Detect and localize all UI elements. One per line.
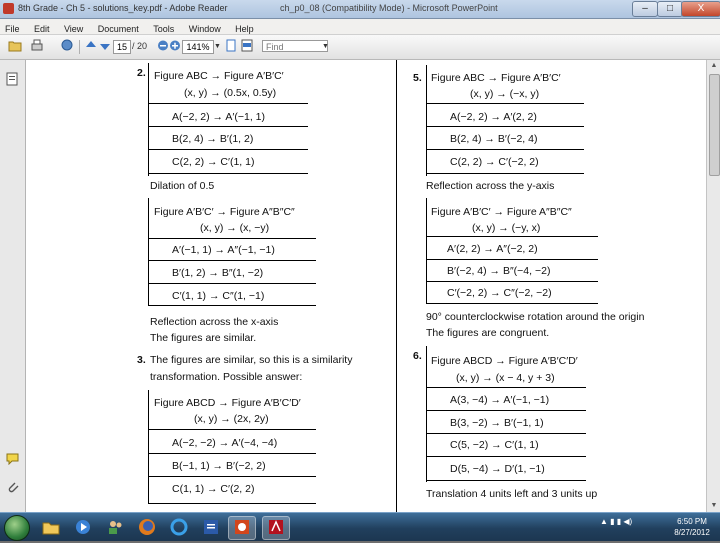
caption: The figures are similar. <box>150 332 257 344</box>
table-header: Figure ABCD → Figure A′B′C′D′ <box>431 355 578 367</box>
table-divider <box>426 410 586 411</box>
table-row: A′(−1, 1) → A″(−1, −1) <box>172 244 275 256</box>
menu-window[interactable]: Window <box>188 24 221 34</box>
menu-edit[interactable]: Edit <box>33 24 50 34</box>
menu-file[interactable]: File <box>5 24 20 34</box>
table-divider <box>426 259 598 260</box>
table-divider <box>148 476 316 477</box>
menu-document[interactable]: Document <box>97 24 139 34</box>
zoom-input[interactable]: 141% <box>182 40 214 54</box>
fit-width-icon[interactable] <box>240 39 254 54</box>
table-row: B(2, 4) → B′(−2, 4) <box>450 133 538 145</box>
table-row: A′(2, 2) → A″(−2, 2) <box>447 243 538 255</box>
table-row: C′(1, 1) → C″(1, −1) <box>172 290 265 302</box>
column-divider <box>396 60 397 512</box>
firefox-icon[interactable] <box>134 516 160 538</box>
table-border <box>148 390 149 504</box>
window-center-title: ch_p0_08 (Compatibility Mode) - Microsoft PowerPoint <box>280 3 498 13</box>
adobe-reader-icon <box>3 3 14 14</box>
menu-bar <box>0 19 720 35</box>
table-divider <box>148 149 308 150</box>
table-divider <box>426 480 586 481</box>
window-title: 8th Grade - Ch 5 - solutions_key.pdf - Adobe Reader <box>18 3 228 13</box>
table-divider <box>426 103 584 104</box>
table-row: B′(−2, 4) → B″(−4, −2) <box>447 265 551 277</box>
zoom-dropdown-icon[interactable]: ▼ <box>214 43 221 50</box>
start-button[interactable] <box>4 515 30 541</box>
minimize-button[interactable]: – <box>632 1 658 17</box>
problem-number-3: 3. <box>137 354 146 366</box>
caption: Dilation of 0.5 <box>150 180 215 192</box>
problem-number-2: 2. <box>137 67 146 79</box>
taskbar-clock[interactable] <box>666 516 718 538</box>
table-border <box>148 63 149 176</box>
table-row: A(−2, −2) → A′(−4, −4) <box>172 437 278 449</box>
comment-icon[interactable] <box>6 452 19 470</box>
print-icon[interactable] <box>30 39 44 54</box>
powerpoint-icon[interactable] <box>228 516 256 540</box>
scrollbar-thumb[interactable] <box>709 74 720 176</box>
clock-time: 6:50 PM <box>677 517 707 526</box>
table-header: Figure A′B′C′ → Figure A″B″C″ <box>431 206 572 218</box>
word-icon[interactable] <box>198 516 224 538</box>
zoom-in-icon[interactable] <box>168 39 182 54</box>
document-page <box>26 60 706 512</box>
vertical-scrollbar[interactable] <box>706 60 720 512</box>
navigation-panel <box>0 60 26 512</box>
table-divider <box>426 126 584 127</box>
table-divider <box>148 429 316 430</box>
table-divider <box>148 305 316 306</box>
media-player-icon[interactable] <box>70 516 96 538</box>
table-header-rule: (x, y) → (x − 4, y + 3) <box>456 372 555 384</box>
menu-view[interactable]: View <box>63 24 84 34</box>
table-divider <box>148 260 316 261</box>
table-header-rule: (x, y) → (0.5x, 0.5y) <box>184 87 277 99</box>
caption: Reflection across the x-axis <box>150 316 279 328</box>
toolbar <box>0 35 720 60</box>
table-divider <box>148 238 316 239</box>
problem-text: transformation. Possible answer: <box>150 371 303 383</box>
pages-panel-icon[interactable] <box>6 72 19 91</box>
clock-date: 8/27/2012 <box>674 528 710 537</box>
caption: Reflection across the y-axis <box>426 180 555 192</box>
adobe-reader-taskbar-icon[interactable] <box>262 516 290 540</box>
table-header-rule: (x, y) → (−x, y) <box>470 88 540 100</box>
table-header: Figure ABC → Figure A′B′C′ <box>431 72 561 84</box>
attachment-icon[interactable] <box>6 480 19 499</box>
windows-explorer-icon[interactable] <box>38 516 64 538</box>
table-row: C(5, −2) → C′(1, 1) <box>450 439 539 451</box>
table-row: A(−2, 2) → A′(2, 2) <box>450 111 537 123</box>
table-row: B(−1, 1) → B′(−2, 2) <box>172 460 266 472</box>
previous-page-icon[interactable] <box>84 39 98 54</box>
table-divider <box>426 387 586 388</box>
table-divider <box>426 173 584 174</box>
table-divider <box>148 283 316 284</box>
table-header: Figure ABC → Figure A′B′C′ <box>154 70 284 82</box>
scroll-up-icon[interactable]: ▲ <box>710 62 718 69</box>
table-divider <box>426 433 586 434</box>
table-row: B′(1, 2) → B″(1, −2) <box>172 267 264 279</box>
table-row: C(2, 2) → C′(−2, 2) <box>450 156 539 168</box>
caption: 90° counterclockwise rotation around the origin <box>426 311 645 323</box>
open-folder-icon[interactable] <box>8 39 22 54</box>
table-divider <box>148 126 308 127</box>
table-header: Figure ABCD → Figure A′B′C′D′ <box>154 397 301 409</box>
table-row: B(2, 4) → B′(1, 2) <box>172 133 254 145</box>
toolbar-separator <box>79 40 80 54</box>
find-input[interactable]: Find <box>262 40 328 52</box>
table-border <box>148 198 149 306</box>
table-border <box>426 198 427 304</box>
next-page-icon[interactable] <box>98 39 112 54</box>
problem-text: The figures are similar, so this is a similarity <box>150 354 353 366</box>
table-divider <box>426 456 586 457</box>
menu-tools[interactable]: Tools <box>153 24 175 34</box>
table-divider <box>426 303 598 304</box>
scroll-down-icon[interactable]: ▼ <box>710 502 718 509</box>
table-row: D(5, −4) → D′(1, −1) <box>450 463 545 475</box>
table-header-rule: (x, y) → (x, −y) <box>200 222 270 234</box>
caption: The figures are congruent. <box>426 327 550 339</box>
table-header-rule: (x, y) → (−y, x) <box>472 222 541 234</box>
maximize-button[interactable]: □ <box>657 1 683 17</box>
table-header-rule: (x, y) → (2x, 2y) <box>194 413 269 425</box>
title-bar <box>0 0 720 19</box>
table-divider <box>148 173 308 174</box>
table-divider <box>148 503 316 504</box>
table-divider <box>426 281 598 282</box>
internet-explorer-icon[interactable] <box>166 516 192 538</box>
table-divider <box>148 453 316 454</box>
table-row: C(2, 2) → C′(1, 1) <box>172 156 255 168</box>
table-row: A(3, −4) → A′(−1, −1) <box>450 394 550 406</box>
table-border <box>426 346 427 482</box>
system-tray-icons[interactable]: ▲ ▮ ▮ ◀) <box>600 517 633 526</box>
table-row: C(1, 1) → C′(2, 2) <box>172 483 255 495</box>
menu-help[interactable]: Help <box>235 24 254 34</box>
table-divider <box>426 149 584 150</box>
page-number-input[interactable]: 15 <box>113 40 131 54</box>
caption: Translation 4 units left and 3 units up <box>426 488 598 500</box>
fit-page-icon[interactable] <box>224 39 238 54</box>
table-row: B(3, −2) → B′(−1, 1) <box>450 417 544 429</box>
table-divider <box>426 236 598 237</box>
problem-number-5: 5. <box>413 72 422 84</box>
find-dropdown-icon[interactable]: ▼ <box>322 43 329 50</box>
problem-number-6: 6. <box>413 350 422 362</box>
users-icon[interactable] <box>102 516 128 538</box>
table-row: A(−2, 2) → A′(−1, 1) <box>172 111 266 123</box>
taskbar <box>0 512 720 541</box>
close-button[interactable]: X <box>681 1 720 17</box>
table-header: Figure A′B′C′ → Figure A″B″C″ <box>154 206 295 218</box>
table-border <box>426 65 427 176</box>
collaborate-icon[interactable] <box>60 39 74 54</box>
table-divider <box>148 103 308 104</box>
table-row: C′(−2, 2) → C″(−2, −2) <box>447 287 552 299</box>
page-total: / 20 <box>132 41 148 51</box>
